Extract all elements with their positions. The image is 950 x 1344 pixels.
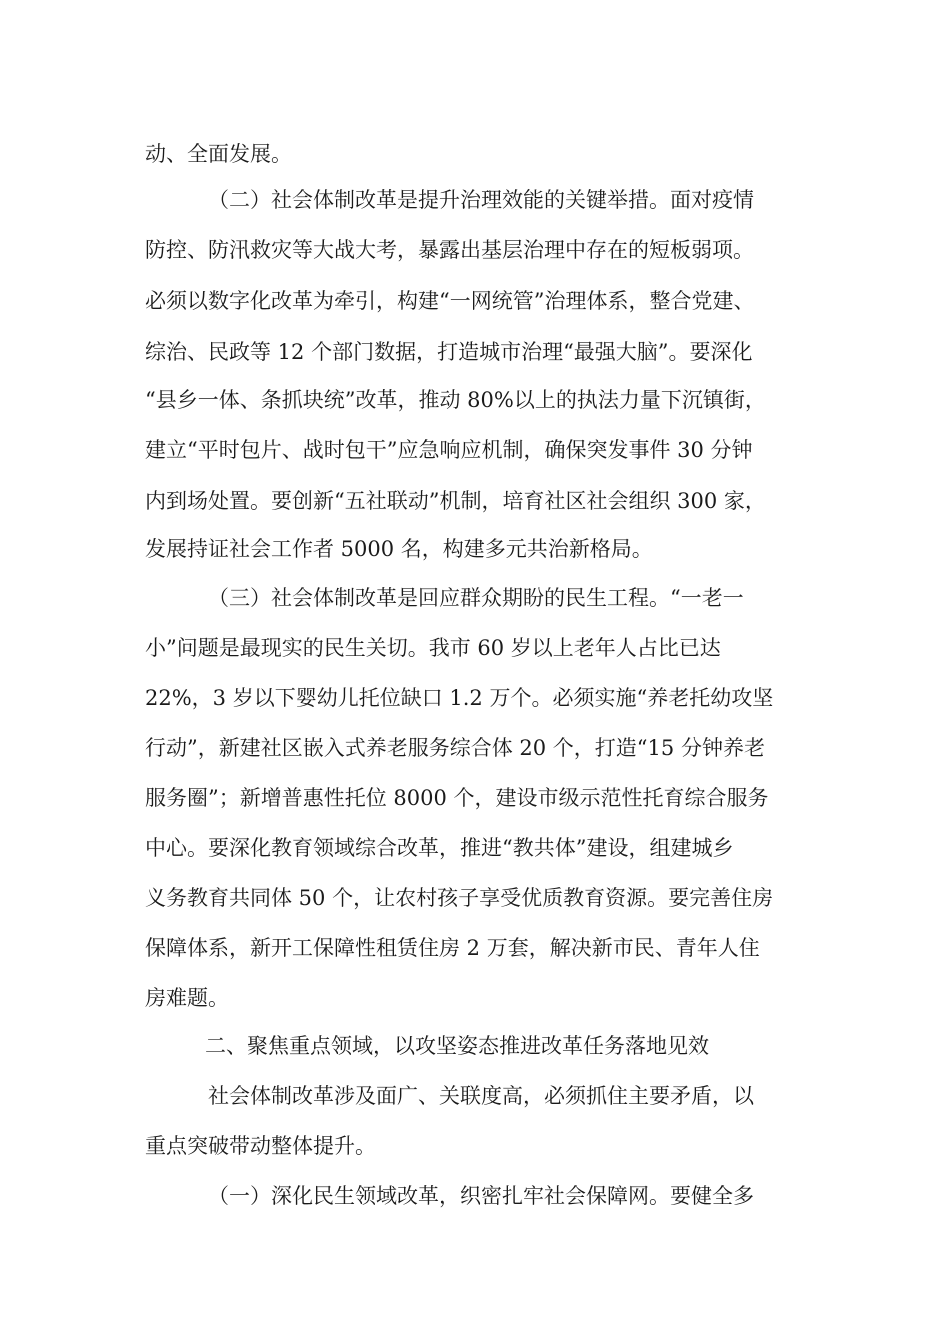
text-line: 重点突破带动整体提升。 [145,1134,376,1158]
text-line: 22%，3 岁以下婴幼儿托位缺口 1.2 万个。必须实施“养老托幼攻坚 [145,686,774,710]
section-paragraph-line: （三）社会体制改革是回应群众期盼的民生工程。“一老一 [208,586,744,610]
text-line: 发展持证社会工作者 5000 名，构建多元共治新格局。 [145,537,653,561]
text-line: “县乡一体、条抓块统”改革，推动 80%以上的执法力量下沉镇街， [145,388,766,412]
text-line: 内到场处置。要创新“五社联动”机制，培育社区社会组织 300 家， [145,489,766,513]
text-line: 服务圈”；新增普惠性托位 8000 个，建设市级示范性托育综合服务 [145,786,769,810]
text-line: 必须以数字化改革为牵引，构建“一网统管”治理体系，整合党建、 [145,289,755,313]
text-line: 保障体系，新开工保障性租赁住房 2 万套，解决新市民、青年人住 [145,936,760,960]
paragraph-line: 社会体制改革涉及面广、关联度高，必须抓住主要矛盾，以 [208,1084,754,1108]
text-line: 动、全面发展。 [145,142,292,166]
text-line: 建立“平时包片、战时包干”应急响应机制，确保突发事件 30 分钟 [145,438,753,462]
text-line: 义务教育共同体 50 个，让农村孩子享受优质教育资源。要完善住房 [145,886,774,910]
text-line: 房难题。 [145,986,229,1010]
text-line: 中心。要深化教育领域综合改革，推进“教共体”建设，组建城乡 [145,836,734,860]
text-line: 综治、民政等 12 个部门数据，打造城市治理“最强大脑”。要深化 [145,340,753,364]
text-line: 小”问题是最现实的民生关切。我市 60 岁以上老年人占比已达 [145,636,721,660]
text-line: 防控、防汛救灾等大战大考，暴露出基层治理中存在的短板弱项。 [145,238,754,262]
section-heading: 二、聚焦重点领域，以攻坚姿态推进改革任务落地见效 [205,1034,709,1058]
text-line: 行动”，新建社区嵌入式养老服务综合体 20 个，打造“15 分钟养老 [145,736,765,760]
section-paragraph-line: （一）深化民生领域改革，织密扎牢社会保障网。要健全多 [208,1184,754,1208]
section-paragraph-line: （二）社会体制改革是提升治理效能的关键举措。面对疫情 [208,188,754,212]
